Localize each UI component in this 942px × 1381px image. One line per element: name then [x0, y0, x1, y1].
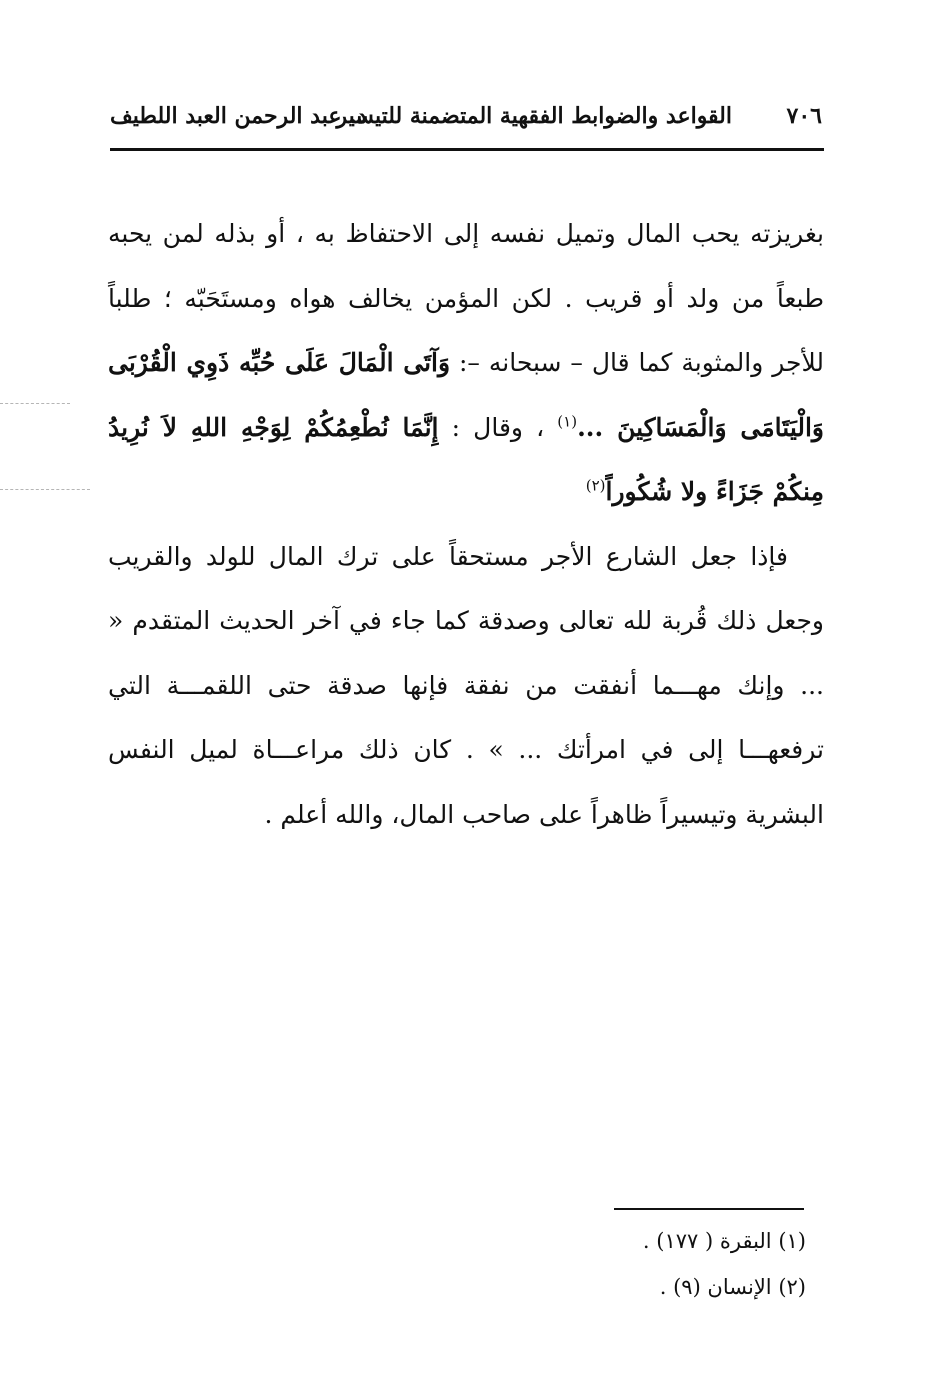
footnote-divider	[614, 1208, 804, 1210]
header-divider	[110, 148, 824, 151]
text-segment: بغريزته يحب المال وتميل نفسه إلى الاحتفاظ به ، أو بذله لمن يحبه طبعاً من ولد أو قريب . لكن المؤمن يخالف هواه ومستَحَبّه ؛ طلباً للأجر والمثوبة كما قال – سبحانه –:	[108, 219, 825, 377]
page-number: ٧٠٦	[786, 103, 822, 129]
page-header	[110, 96, 822, 136]
footnote-1: (١) البقرة ( ١٧٧) .	[642, 1229, 806, 1253]
book-title: القواعد والضوابط الفقهية المتضمنة للتيسير	[336, 103, 732, 129]
scan-edge-mark	[0, 489, 90, 491]
scan-edge-mark	[0, 403, 70, 405]
quran-verse-1: وَآتَى الْمَالَ عَلَى حُبِّه ذَوِي الْقُرْبَى وَالْيَتَامَى وَالْمَسَاكِينَ ...	[108, 348, 824, 442]
footnote-ref-1: (١)	[557, 412, 578, 431]
author-name: د. عبد الرحمن العبد اللطيف	[110, 103, 367, 129]
paragraph-2: فإذا جعل الشارع الأجر مستحقاً على ترك المال للولد والقريب وجعل ذلك قُربة لله تعالى وصدقة كما جاء في آخر الحديث المتقدم « ... وإنك مهـــما أنفقت من نفقة فإنها صدقة حتى اللقمـــة التي ترفعهـــا إلى في امرأتك ... » . كان ذلك مراعـــاة لميل النفس البشرية وتيسيراً ظاهراً على صاحب المال، والله أعلم .	[108, 541, 824, 829]
footnote-2: (٢) الإنسان (٩) .	[659, 1275, 806, 1299]
paragraph-1	[108, 202, 824, 525]
footnote-ref-2: (٢)	[585, 476, 606, 495]
quran-verse-2: إِنَّمَا نُطْعِمُكُمْ لِوَجْهِ اللهِ لاَ نُرِيدُ مِنكُمْ جَزَاءً ولا شُكُوراً	[108, 412, 824, 506]
text-segment: ، وقال :	[451, 412, 545, 442]
body-text	[108, 202, 824, 847]
footnotes	[500, 1218, 806, 1310]
